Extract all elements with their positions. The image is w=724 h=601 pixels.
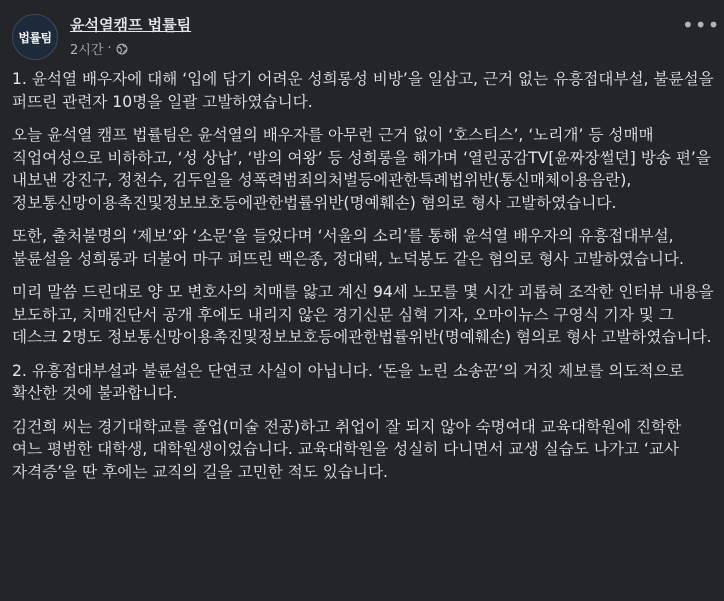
more-options-icon[interactable]: ••• (682, 13, 721, 37)
post-paragraph-4: 미리 말씀 드린대로 양 모 변호사의 치매를 앓고 계신 94세 노모를 몇 시간 괴롭혀 조작한 인터뷰 내용을 보도하고, 치매진단서 공개 후에도 내리지 않은 경기신문 심혁 기자, 오마이뉴스 구영식 기자 및 그 데스크 2명도 정보통신망이용촉진및정보보호등에관한법률위반(명예훼손) 혐의로 형사 고발하였습니다. (12, 283, 714, 346)
post-paragraph-5: 2. 유흥접대부설과 불륜설은 단연코 사실이 아닙니다. ‘돈을 노린 소송꾼’의 거짓 제보를 의도적으로 확산한 것에 불과합니다. (12, 361, 684, 402)
post-paragraph-1: 1. 윤석열 배우자에 대해 ‘입에 담기 어려운 성희롱성 비방’을 일삼고, 근거 없는 유흥접대부설, 불륜설을 퍼뜨린 관련자 10명을 일괄 고발하였습니다. (12, 70, 714, 111)
post-body (12, 68, 714, 494)
post-header (12, 10, 721, 62)
page-name-link[interactable]: 윤석열캠프 법률팀 (70, 16, 192, 34)
post-meta (70, 39, 128, 58)
post-paragraph-2: 오늘 윤석열 캠프 법률팀은 윤석열의 배우자를 아무런 근거 없이 ‘호스티스’, ‘노리개’ 등 성매매 직업여성으로 비하하고, ‘성 상납’, ‘밤의 여왕’ 등 성희롱을 해가며 ‘열린공감TV[윤짜장썰뎐] 방송 편’을 내보낸 강진구, 정천수, 김두일을 성폭력범죄의처벌등에관한특례법위반(통신매체이용음란), 정보통신망이용촉진및정보보호등에관한법률위반(명예훼손) 혐의로 형사 고발하였습니다. (12, 126, 711, 212)
post-paragraph-6: 김건희 씨는 경기대학교를 졸업(미술 전공)하고 취업이 잘 되지 않아 숙명여대 교육대학원에 진학한 여느 평범한 대학생, 대학원생이었습니다. 교육대학원을 성실히 다니면서 교생 실습도 나가고 ‘교사 자격증’을 딴 후에는 교직의 길을 고민한 적도 있습니다. (12, 417, 682, 481)
page-avatar[interactable]: 법률팀 (12, 14, 58, 60)
post-timestamp[interactable]: 2시간 (70, 43, 104, 58)
post-paragraph-3: 또한, 출처불명의 ‘제보’와 ‘소문’을 들었다며 ‘서울의 소리’를 통해 윤석열 배우자의 유흥접대부설, 불륜설을 성희롱과 더불어 마구 퍼뜨린 백은종, 정대택, 노덕봉도 같은 혐의로 형사 고발하였습니다. (12, 227, 684, 268)
globe-icon[interactable] (116, 43, 128, 55)
meta-separator: · (107, 41, 112, 56)
